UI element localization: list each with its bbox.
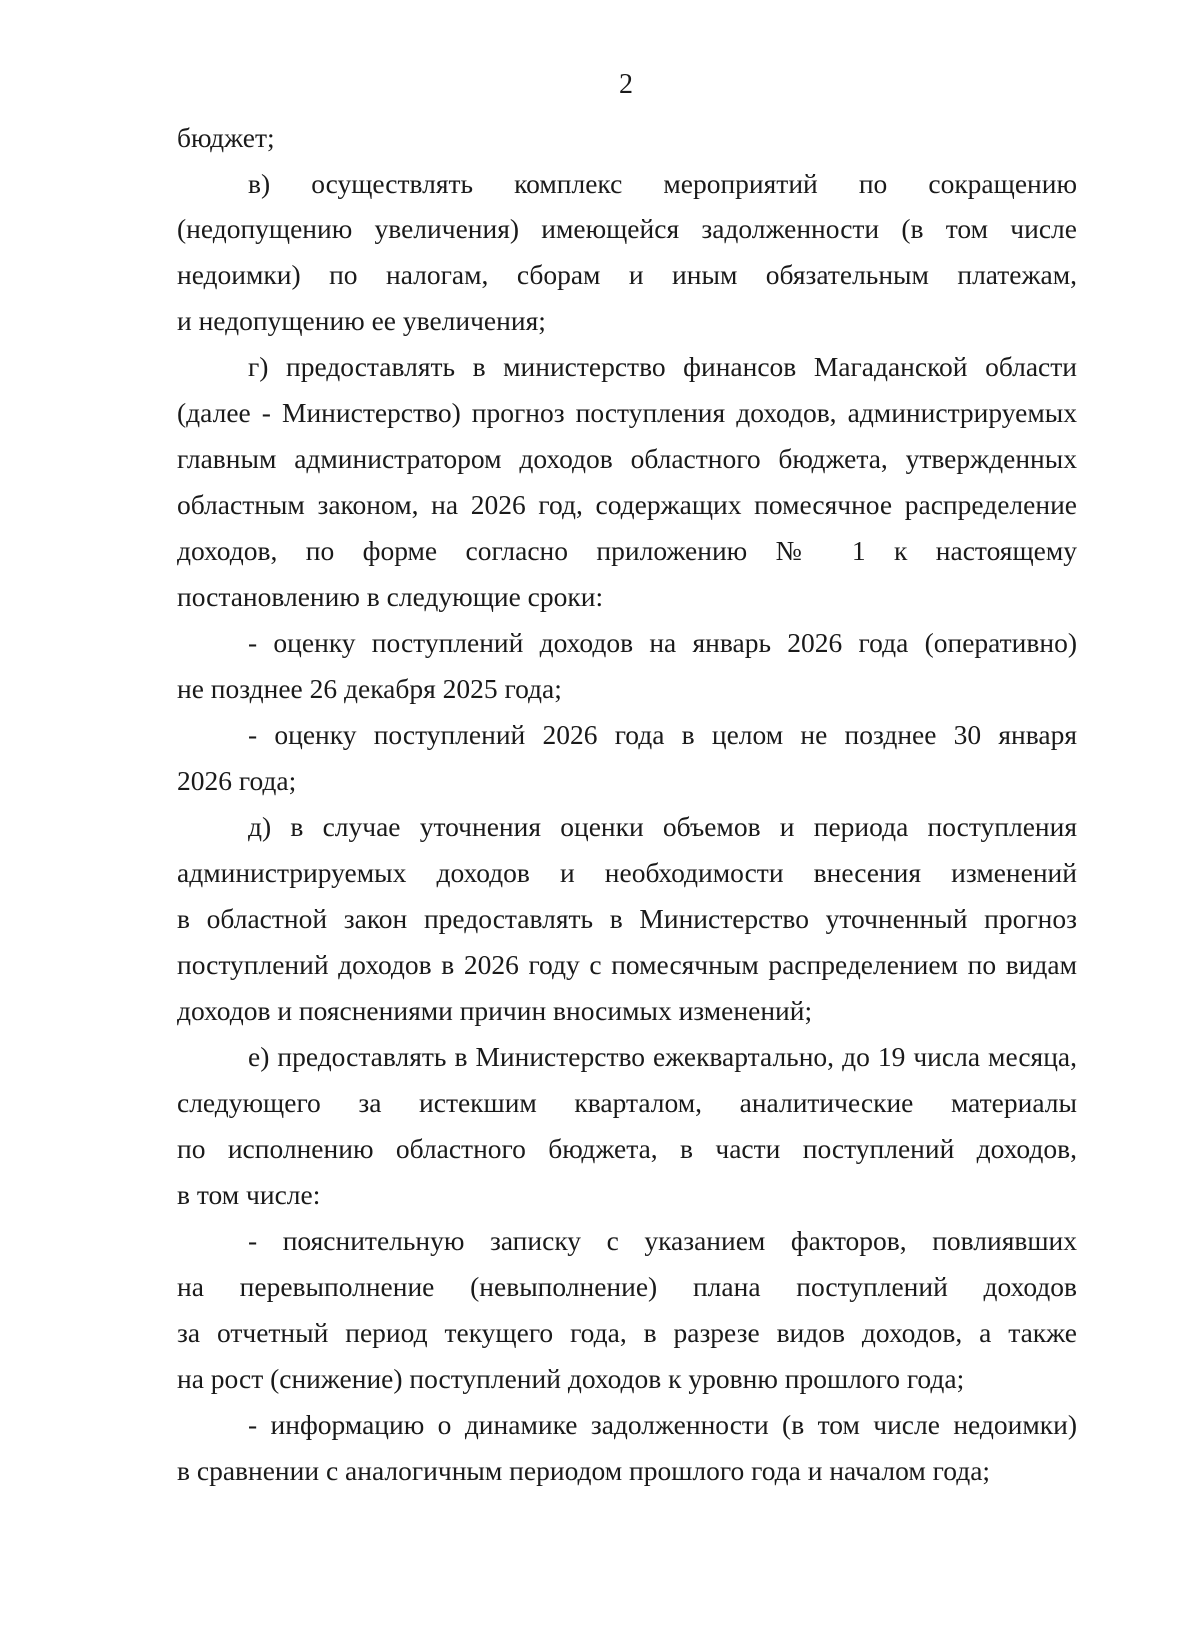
- text-line: в) осуществлять комплекс мероприятий по сокращению: [248, 168, 1077, 199]
- text-line: в областной закон предоставлять в Министерство уточненный прогноз: [177, 903, 1077, 934]
- text-line: - оценку поступлений доходов на январь 2026 года (оперативно): [248, 627, 1077, 658]
- text-line: доходов и пояснениями причин вносимых изменений;: [177, 995, 813, 1026]
- text-line: администрируемых доходов и необходимости внесения изменений: [177, 857, 1077, 888]
- text-line: за отчетный период текущего года, в разрезе видов доходов, а также: [177, 1317, 1077, 1348]
- text-line: следующего за истекшим кварталом, аналитические материалы: [177, 1087, 1077, 1118]
- text-line: областным законом, на 2026 год, содержащих помесячное распределение: [177, 489, 1077, 520]
- text-line: недоимки) по налогам, сборам и иным обязательным платежам,: [177, 259, 1077, 290]
- text-line: - пояснительную записку с указанием факторов, повлиявших: [248, 1225, 1077, 1256]
- text-line: е) предоставлять в Министерство ежеквартально, до 19 числа месяца,: [248, 1041, 1077, 1072]
- text-line: д) в случае уточнения оценки объемов и периода поступления: [248, 811, 1077, 842]
- page-number: 2: [619, 69, 633, 100]
- text-line: доходов, по форме согласно приложению № 1 к настоящему: [177, 535, 1077, 566]
- text-line: поступлений доходов в 2026 году с помесячным распределением по видам: [177, 949, 1077, 980]
- text-line: в том числе:: [177, 1179, 321, 1210]
- text-line: (недопущению увеличения) имеющейся задолженности (в том числе: [177, 213, 1077, 244]
- text-line: главным администратором доходов областного бюджета, утвержденных: [177, 443, 1077, 474]
- text-line: на рост (снижение) поступлений доходов к уровню прошлого года;: [177, 1363, 965, 1394]
- text-line: - информацию о динамике задолженности (в том числе недоимки): [248, 1409, 1077, 1440]
- text-line: г) предоставлять в министерство финансов Магаданской области: [248, 351, 1077, 382]
- text-line: - оценку поступлений 2026 года в целом не позднее 30 января: [248, 719, 1077, 750]
- text-line: и недопущению ее увеличения;: [177, 305, 546, 336]
- text-line: (далее - Министерство) прогноз поступления доходов, администрируемых: [177, 397, 1077, 428]
- text-line: постановлению в следующие сроки:: [177, 581, 604, 612]
- text-line: на перевыполнение (невыполнение) плана поступлений доходов: [177, 1271, 1077, 1302]
- text-line: бюджет;: [177, 122, 275, 153]
- text-line: в сравнении с аналогичным периодом прошлого года и началом года;: [177, 1455, 991, 1486]
- text-line: 2026 года;: [177, 765, 297, 796]
- text-line: не позднее 26 декабря 2025 года;: [177, 673, 562, 704]
- text-line: по исполнению областного бюджета, в части поступлений доходов,: [177, 1133, 1077, 1164]
